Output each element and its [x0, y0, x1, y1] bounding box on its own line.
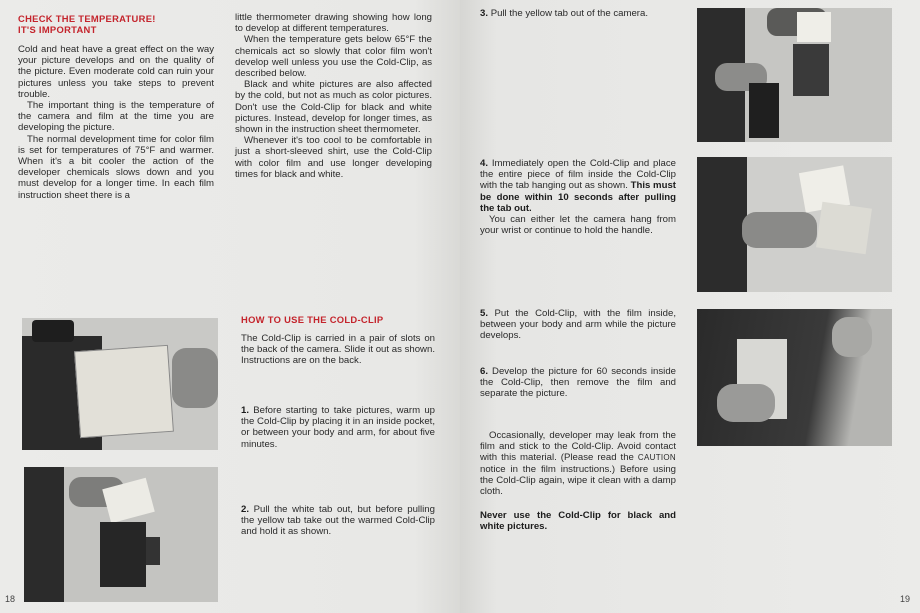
step-text: You can either let the camera hang from your wrist or continue to hold the handle. — [480, 214, 676, 237]
step-2 — [241, 504, 435, 538]
note-text: notice in the film instructions.) Before using the Cold-Clip again, wipe it clean with a damp cloth. — [480, 463, 676, 498]
page-number: 18 — [5, 594, 16, 604]
black-white-warning — [480, 510, 676, 532]
photo-cold-clip-camera — [22, 318, 218, 450]
note-text: Occasionally, developer may leak from the film and stick to the Cold-Clip. Avoid contact with this material. (Please read the — [480, 430, 676, 464]
page-number: 19 — [900, 594, 911, 604]
how-to-section — [241, 314, 435, 367]
photo-insert-film — [697, 157, 892, 292]
step-text: Pull the yellow tab out of the camera. — [490, 8, 649, 19]
photo-pull-yellow-tab — [697, 8, 892, 142]
heading-line: CHECK THE TEMPERATURE! — [18, 13, 156, 24]
heading-line: IT'S IMPORTANT — [18, 24, 97, 35]
paragraph: little thermometer drawing showing how long to develop at different temperatures. — [235, 12, 432, 35]
warning-text: Never use the Cold-Clip for black and white pictures. — [480, 510, 676, 533]
step-number: 4. — [480, 158, 489, 169]
paragraph: Whenever it's too cool to be comfortable in just a short-sleeved shirt, use the Cold-Clip with color film and use longer developing times for black and white. — [235, 135, 432, 180]
how-to-intro: The Cold-Clip is carried in a pair of slots on the back of the camera. Slide it out as shown. Instructions are on the back. — [241, 333, 435, 367]
paragraph: When the temperature gets below 65°F the chemicals act so slowly that color film won't develop well unless you use the Cold-Clip, as described below. — [235, 34, 432, 80]
step-number: 1. — [241, 405, 250, 416]
caution-note — [480, 430, 676, 497]
how-to-heading: HOW TO USE THE COLD-CLIP — [241, 314, 384, 325]
paragraph: Cold and heat have a great effect on the way your picture develops and on the quality of the picture. Even moderate cold can ruin your pictures unless you take steps to prevent trouble. — [18, 44, 214, 100]
paragraph: The important thing is the temperature of the camera and film at the time you are developing the picture. — [18, 100, 214, 134]
step-text: Put the Cold-Clip, with the film inside, between your body and arm while the picture develops. — [480, 308, 676, 342]
step-number: 5. — [480, 308, 489, 319]
step-warning: This must be done within 10 seconds after pulling the tab out. — [480, 180, 676, 214]
paragraph: Black and white pictures are also affected by the cold, but not as much as color pictures. Don't use the Cold-Clip for black and white pictures. Instead, develop for longer times, as shown in the instruction sheet thermometer. — [235, 79, 432, 136]
step-3 — [480, 8, 680, 19]
step-4 — [480, 158, 676, 236]
photo-clip-under-arm — [697, 309, 892, 446]
step-1 — [241, 405, 435, 450]
temperature-section — [18, 13, 214, 201]
temperature-heading — [18, 13, 214, 35]
right-page — [460, 0, 920, 613]
step-text: Immediately open the Cold-Clip and place the entire piece of film inside the Cold-Clip with the tab hanging out as shown. — [480, 158, 676, 192]
temperature-continued — [235, 12, 432, 180]
step-text: Before starting to take pictures, warm up the Cold-Clip by placing it in an inside pocket, or between your body and arm, for about five minutes. — [241, 405, 435, 450]
step-number: 6. — [480, 366, 489, 377]
step-number: 2. — [241, 504, 250, 515]
photo-holding-cold-clip — [24, 467, 218, 602]
step-5 — [480, 308, 676, 342]
paragraph: The normal development time for color film is set for temperatures of 75°F and warmer. When it's a bit cooler the action of the developer chemicals slows down and you must develop for a longer time. In each film instruction sheet there is a — [18, 133, 214, 201]
step-text: Pull the white tab out, but before pulling the yellow tab take out the warmed Cold-Clip and hold it as shown. — [241, 504, 435, 538]
step-number: 3. — [480, 8, 489, 19]
caution-label: CAUTION — [637, 453, 677, 463]
step-6 — [480, 366, 676, 400]
step-text: Develop the picture for 60 seconds inside the Cold-Clip, then remove the film and separate the picture. — [480, 366, 676, 400]
